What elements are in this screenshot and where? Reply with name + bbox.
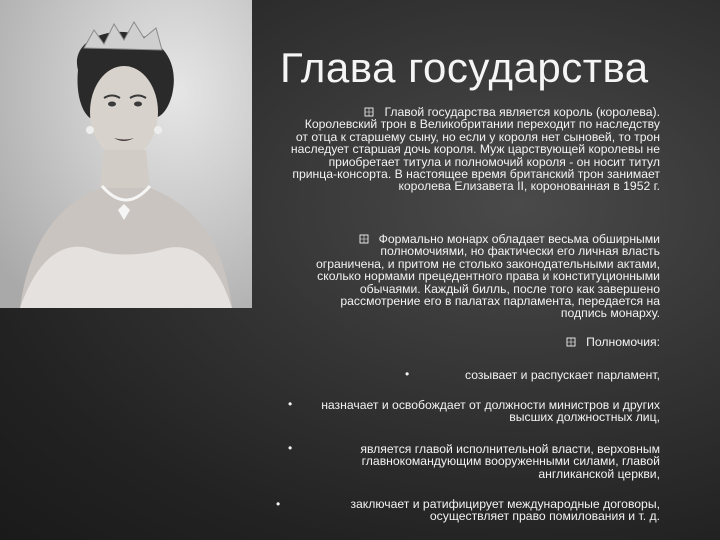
paragraph-1-text: Главой государства является король (королева). Королевский трон в Великобритании переходит по наследству от отца к старшему сыну, но если у короля нет сыновей, то трон наследует старшая дочь короля. Муж царствующей королевы не приобретает титула и полномочий короля - он носит титул принца-консорта. В настоящее время британский трон занимает королева Елизавета II, коронованная в 1952 г. bbox=[290, 105, 660, 194]
wingding-square-icon bbox=[566, 337, 576, 347]
bullet-dot: • bbox=[288, 441, 293, 455]
paragraph-2-text: Формально монарх обладает весьма обширными полномочиями, но фактически его личная власть ограничена, и притом не столько законодательными актами, сколько нормами прецедентного права и конституционными обычаями. Каждый билль, после того как завершено рассмотрение его в палатах парламента, передается на подпись монарху. bbox=[316, 232, 660, 321]
paragraph-monarch-intro bbox=[290, 106, 660, 193]
bullet-dot: • bbox=[276, 497, 281, 511]
power-item: созывает и распускает парламент, bbox=[464, 368, 660, 382]
slide-title: Глава государства bbox=[280, 44, 649, 91]
powers-heading-text: Полномочия: bbox=[586, 335, 660, 349]
bullet-dot: • bbox=[288, 397, 293, 411]
power-item: заключает и ратифицирует международные договоры, осуществляет право помилования и т. д. bbox=[350, 497, 660, 524]
paragraph-formal-powers bbox=[310, 233, 660, 320]
power-item: назначает и освобождает от должности министров и других высших должностных лиц, bbox=[321, 398, 660, 425]
wingding-square-icon bbox=[359, 234, 369, 244]
powers-heading bbox=[540, 336, 660, 348]
power-item: является главой исполнительной власти, верховным главнокомандующим вооруженными силами, главой англиканской церкви, bbox=[360, 442, 660, 481]
portrait-photo bbox=[0, 0, 252, 308]
bullet-dot: • bbox=[405, 367, 410, 381]
wingding-square-icon bbox=[364, 107, 374, 117]
